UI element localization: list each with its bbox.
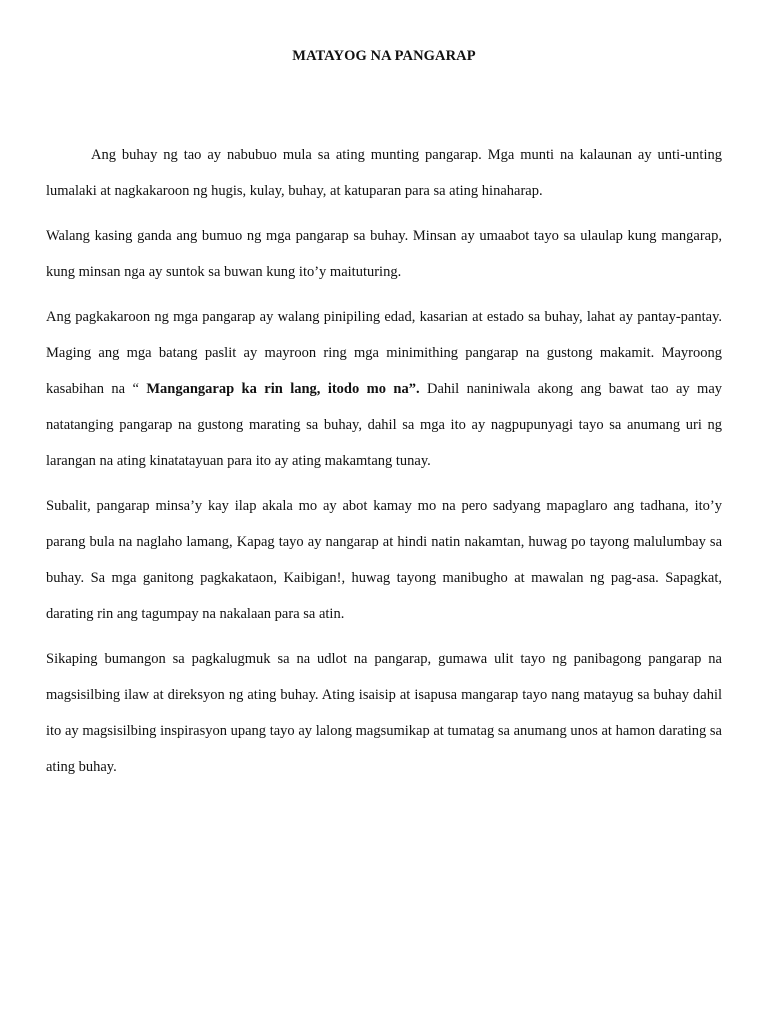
quoted-saying: Mangangarap ka rin lang, itodo mo na”.	[146, 381, 420, 397]
paragraph-4: Subalit, pangarap minsa’y kay ilap akala mo ay abot kamay mo na pero sadyang mapaglaro ang tadhana, ito’y parang bula na naglaho lamang, Kapag tayo ay nangarap at hindi natin nakamtan, huwag po tayong malulumbay sa buhay. Sa mga ganitong pagkakataon, Kaibigan!, huwag tayong manibugho at mawalan ng pag-asa. Sapagkat, darating rin ang tagumpay na nakalaan para sa atin.	[46, 498, 722, 622]
paragraph-3-rest: Dahil naniniwala akong ang bawat tao ay may natatanging pangarap na gustong marating sa buhay, dahil sa mga ito ay nagpupunyagi tayo sa anumang uri ng larangan na ating kinatatayuan para ito ay ating makamtang tunay.	[46, 381, 722, 469]
paragraph-2: Walang kasing ganda ang bumuo ng mga pangarap sa buhay. Minsan ay umaabot tayo sa ulaulap kung mangarap, kung minsan nga ay suntok sa buwan kung ito’y maituturing.	[46, 228, 722, 280]
paragraph-1: Ang buhay ng tao ay nabubuo mula sa ating munting pangarap. Mga munti na kalaunan ay unti-unting lumalaki at nagkakaroon ng hugis, kulay, buhay, at katuparan para sa ating hinaharap.	[46, 147, 722, 199]
paragraph-3-intro: Ang pagkakaroon ng mga pangarap ay walang pinipiling edad, kasarian at estado sa buhay, lahat ay pantay-pantay. Maging ang mga batang paslit ay mayroon ring mga minimithing pangarap na gustong makamit. Mayroong kasabihan na “	[46, 309, 722, 397]
paragraph-5: Sikaping bumangon sa pagkalugmuk sa na udlot na pangarap, gumawa ulit tayo ng panibagong pangarap na magsisilbing ilaw at direksyon ng ating buhay. Ating isaisip at isapusa mangarap tayo nang matayug sa buhay dahil ito ay magsisilbing inspirasyon upang tayo ay lalong magsumikap at tumatag sa anumang unos at hamon darating sa ating buhay.	[46, 651, 722, 775]
document-body	[46, 137, 722, 794]
document-title: MATAYOG NA PANGARAP	[292, 48, 476, 64]
paragraph-3	[46, 299, 722, 479]
